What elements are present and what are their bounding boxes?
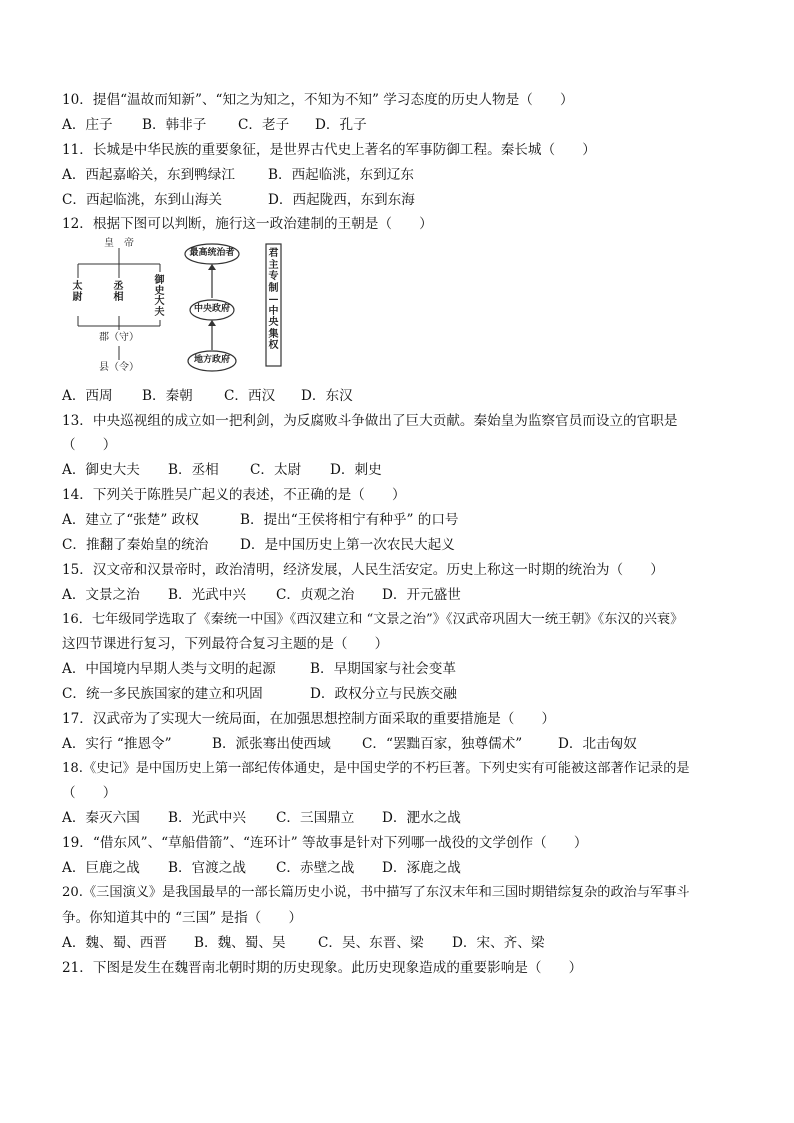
question-11-options-row1 (62, 165, 414, 185)
question-12-option-a[interactable]: A．西周 (62, 388, 113, 404)
question-17-option-b[interactable]: B．派张骞出使西域 (212, 736, 331, 752)
question-11-options-row2 (62, 190, 415, 210)
question-20-option-d[interactable]: D．宋、齐、梁 (452, 935, 545, 951)
question-14-option-c[interactable]: C．推翻了秦始皇的统治 (62, 537, 209, 553)
question-17-option-d[interactable]: D．北击匈奴 (558, 736, 637, 752)
chengxiang-label: 丞相 (113, 281, 124, 303)
question-16-option-a[interactable]: A．中国境内早期人类与文明的起源 (62, 661, 276, 677)
question-11-option-a[interactable]: A．西起嘉峪关，东到鸭绿江 (62, 167, 235, 183)
autocracy-centralization-label: 君主专制—中央集权 (268, 248, 279, 351)
question-15-options (62, 585, 461, 605)
question-13-stem: 13．中央巡视组的成立如一把利剑，为反腐败斗争做出了巨大贡献。秦始皇为监察官员而设立的官职是 (62, 413, 678, 429)
question-17-option-c[interactable]: C．“罢黜百家，独尊儒术” (362, 736, 523, 752)
question-19-option-a[interactable]: A．巨鹿之战 (62, 860, 140, 876)
question-20-option-b[interactable]: B．魏、蜀、吴 (194, 935, 286, 951)
local-government-label: 地方政府 (193, 355, 230, 365)
question-13-options (62, 460, 382, 480)
question-20-stem-cont: 争。你知道其中的 “三国” 是指（ ） (62, 910, 303, 926)
question-16-options-row2 (62, 684, 457, 704)
question-13-option-a[interactable]: A．御史大夫 (62, 462, 140, 478)
question-15-option-a[interactable]: A．文景之治 (62, 587, 140, 603)
question-14-options-row2 (62, 535, 455, 555)
question-12-option-b[interactable]: B．秦朝 (142, 388, 193, 404)
question-20-option-a[interactable]: A．魏、蜀、西晋 (62, 935, 167, 951)
question-16-stem-cont: 这四节课进行复习，下列最符合复习主题的是（ ） (62, 636, 389, 652)
question-18-option-c[interactable]: C．三国鼎立 (276, 810, 355, 826)
supreme-ruler-label: 最高统治者 (189, 248, 235, 258)
question-14-option-a[interactable]: A．建立了“张楚” 政权 (62, 512, 199, 528)
question-15-option-c[interactable]: C．贞观之治 (276, 587, 355, 603)
question-16-stem: 16．七年级同学选取了《秦统一中国》《西汉建立和 “文景之治”》《汉武帝巩固大一统王朝》《东汉的兴衰》 (62, 612, 684, 627)
taiwei-label: 太尉 (72, 281, 83, 303)
question-18-option-b[interactable]: B．光武中兴 (168, 810, 246, 826)
question-18-options (62, 808, 461, 828)
question-16-option-b[interactable]: B．早期国家与社会变革 (310, 661, 456, 677)
xian-label: 县（令） (99, 362, 139, 373)
yushi-dafu-label: 御史大夫 (154, 275, 165, 318)
question-19-stem: 19．“借东风”、“草船借箭”、“连环计” 等故事是针对下列哪一战役的文学创作（ ） (62, 835, 588, 851)
question-12-stem: 12．根据下图可以判断，施行这一政治建制的王朝是（ ） (62, 216, 433, 232)
question-18-option-a[interactable]: A．秦灭六国 (62, 810, 140, 826)
question-11-stem: 11．长城是中华民族的重要象征，是世界古代史上著名的军事防御工程。秦长城（ ） (62, 142, 596, 158)
question-14-options-row1 (62, 510, 459, 530)
question-14-stem: 14．下列关于陈胜吴广起义的表述，不正确的是（ ） (62, 487, 406, 503)
question-10-option-a[interactable]: A．庄子 (62, 117, 113, 133)
question-13-option-b[interactable]: B．丞相 (168, 462, 219, 478)
question-16-option-c[interactable]: C．统一多民族国家的建立和巩固 (62, 686, 263, 702)
question-21-stem: 21．下图是发生在魏晋南北朝时期的历史现象。此历史现象造成的重要影响是（ ） (62, 960, 583, 976)
question-13-stem-cont: （ ） (62, 437, 117, 453)
jun-label: 郡（守） (99, 332, 139, 343)
question-17-options (62, 734, 637, 754)
question-12-option-c[interactable]: C．西汉 (224, 388, 276, 404)
question-10-option-b[interactable]: B．韩非子 (142, 117, 207, 133)
question-11-option-b[interactable]: B．西起临洮，东到辽东 (268, 167, 414, 183)
question-13-option-d[interactable]: D．刺史 (330, 462, 382, 478)
question-20-option-c[interactable]: C．吴、东晋、梁 (318, 935, 424, 951)
question-19-option-b[interactable]: B．官渡之战 (168, 860, 246, 876)
question-15-option-b[interactable]: B．光武中兴 (168, 587, 246, 603)
question-16-options-row1 (62, 659, 456, 679)
question-10-options (62, 115, 367, 135)
central-government-label: 中央政府 (193, 304, 230, 314)
question-11-option-d[interactable]: D．西起陇西，东到东海 (268, 192, 415, 208)
question-19-option-c[interactable]: C．赤壁之战 (276, 860, 355, 876)
question-10-option-d[interactable]: D．孔子 (315, 117, 367, 133)
emperor-label: 皇 帝 (104, 238, 134, 249)
question-18-stem-cont: （ ） (62, 785, 117, 801)
question-17-option-a[interactable]: A．实行 “推恩令” (62, 736, 172, 752)
diagram-lines (62, 238, 292, 378)
question-16-option-d[interactable]: D．政权分立与民族交融 (310, 686, 457, 702)
question-12-option-d[interactable]: D．东汉 (301, 388, 353, 404)
question-20-stem: 20.《三国演义》是我国最早的一部长篇历史小说，书中描写了东汉末年和三国时期错综复杂的政治与军事斗 (62, 885, 690, 900)
question-14-option-b[interactable]: B．提出“王侯将相宁有种乎” 的口号 (240, 512, 459, 528)
question-19-option-d[interactable]: D．涿鹿之战 (382, 860, 461, 876)
question-20-options (62, 933, 544, 953)
question-14-option-d[interactable]: D．是中国历史上第一次农民大起义 (240, 537, 455, 553)
question-17-stem: 17．汉武帝为了实现大一统局面，在加强思想控制方面采取的重要措施是（ ） (62, 711, 556, 727)
question-15-stem: 15．汉文帝和汉景帝时，政治清明，经济发展，人民生活安定。历史上称这一时期的统治为（ ） (62, 562, 664, 578)
question-10-option-c[interactable]: C．老子 (238, 117, 290, 133)
question-18-option-d[interactable]: D．淝水之战 (382, 810, 461, 826)
question-19-options (62, 858, 461, 878)
question-10-stem: 10．提倡“温故而知新”、“知之为知之，不知为不知” 学习态度的历史人物是（ ） (62, 92, 574, 108)
question-15-option-d[interactable]: D．开元盛世 (382, 587, 461, 603)
question-11-option-c[interactable]: C．西起临洮，东到山海关 (62, 192, 222, 208)
question-12-options (62, 386, 353, 406)
question-18-stem: 18.《史记》是中国历史上第一部纪传体通史，是中国史学的不朽巨著。下列史实有可能被这部著作记录的是 (62, 761, 690, 776)
question-13-option-c[interactable]: C．太尉 (250, 462, 302, 478)
political-system-diagram (62, 238, 292, 378)
